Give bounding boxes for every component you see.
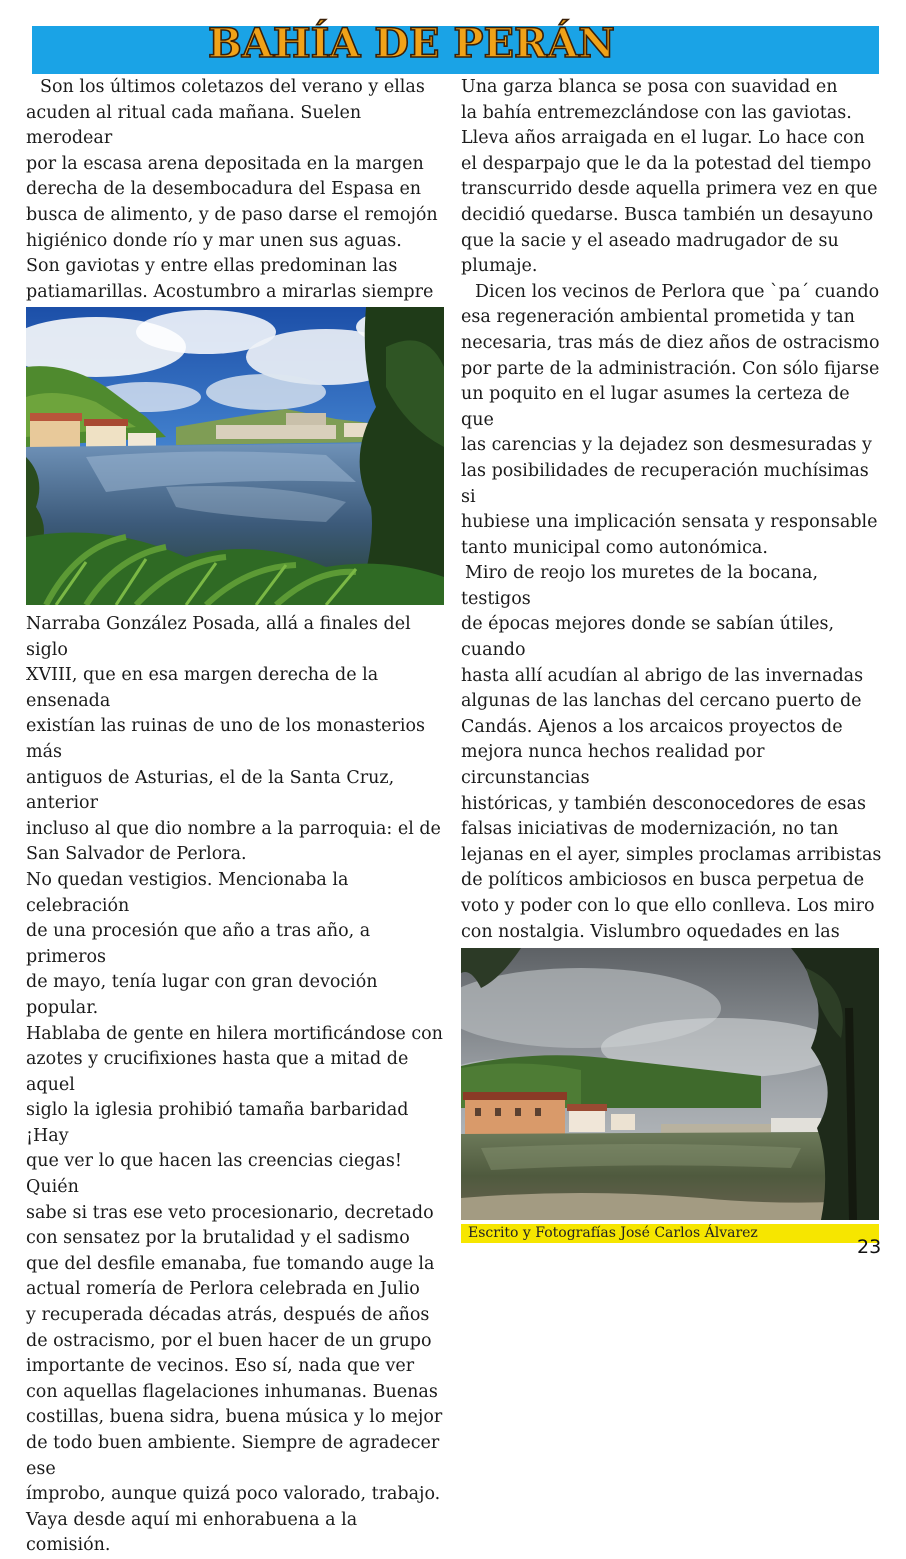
text-line: hasta allí acudían al abrigo de las invernadas [461, 665, 864, 686]
text-line: que ver lo que hacen las creencias ciegas! Quién [26, 1151, 402, 1198]
text-line: algunas de las lanchas del cercano puerto de [461, 691, 862, 712]
text-line: voto y poder con lo que ello conlleva. Los miro [461, 896, 875, 916]
text-line: las carencias y la dejadez son desmesuradas y [461, 435, 872, 456]
text-line: decidió quedarse. Busca también un desayuno [461, 204, 874, 225]
text-line: Son los últimos coletazos del verano y ellas [40, 77, 425, 97]
text-line: antiguos de Asturias, el de la Santa Cruz, anterior [26, 767, 395, 814]
text-line: Dicen los vecinos de Perlora que `pa´ cuando [475, 281, 880, 302]
left-column-intro [26, 75, 446, 331]
text-line: de ostracismo, por el buen hacer de un grupo [26, 1330, 432, 1351]
text-line: con sensatez por la brutalidad y el sadismo [26, 1228, 410, 1249]
text-line: de épocas mejores donde se sabían útiles, cuando [461, 614, 835, 661]
text-line: No quedan vestigios. Mencionaba la celebración [26, 869, 349, 916]
text-line: que la sacie y el aseado madrugador de su [461, 230, 839, 251]
text-line: históricas, y también desconocedores de esas [461, 793, 866, 814]
text-line: ímprobo, aunque quizá poco valorado, trabajo. [26, 1484, 441, 1505]
text-line: con nostalgia. Vislumbro oquedades en las [461, 921, 840, 942]
text-line: de una procesión que año a tras año, a primeros [26, 921, 371, 967]
text-line: las posibilidades de recuperación muchísimas si [461, 460, 869, 507]
text-line: busca de alimento, y de paso darse el remojón [26, 204, 438, 225]
text-line: hubiese una implicación sensata y responsable [461, 512, 878, 533]
text-line: actual romería de Perlora celebrada en Julio [26, 1279, 420, 1300]
text-line: sabe si tras ese veto procesionario, decretado [26, 1202, 434, 1223]
photo-credit: Escrito y Fotografías José Carlos Álvarez [468, 1225, 758, 1241]
text-line: higiénico donde río y mar unen sus aguas. [26, 230, 402, 251]
text-line: un poquito en el lugar asumes la certeza de que [461, 384, 850, 430]
text-line: Candás. Ajenos a los arcaicos proyectos de [461, 716, 843, 737]
text-line: falsas iniciativas de modernización, no tan [461, 819, 839, 840]
left-column-history [26, 612, 446, 1559]
text-line: costillas, buena sidra, buena música y lo mejor [26, 1407, 443, 1428]
text-line: el desparpajo que le da la potestad del tiempo [461, 153, 872, 174]
text-line: Son gaviotas y entre ellas predominan las [26, 256, 398, 277]
text-line: tanto municipal como autonómica. [461, 537, 768, 558]
text-line: y recuperada décadas atrás, después de años [26, 1305, 430, 1326]
text-line: de todo buen ambiente. Siempre de agradecer ese [26, 1433, 440, 1479]
text-line: Narraba González Posada, allá a finales del siglo [26, 614, 411, 660]
text-line: plumaje. [461, 256, 538, 277]
text-line: transcurrido desde aquella primera vez en que [461, 179, 878, 200]
text-line: necesaria, tras más de diez años de ostracismo [461, 332, 880, 353]
text-line: derecha de la desembocadura del Espasa en [26, 179, 422, 200]
text-line: por la escasa arena depositada en la margen [26, 153, 424, 174]
text-line: esa regeneración ambiental prometida y tan [461, 307, 855, 328]
page-number: 23 [857, 1236, 882, 1258]
text-line: Hablaba de gente en hilera mortificándose con [26, 1023, 443, 1044]
text-line: que del desfile emanaba, fue tomando auge la [26, 1253, 435, 1274]
text-line: importante de vecinos. Eso sí, nada que ver [26, 1356, 415, 1377]
text-line: Vaya desde aquí mi enhorabuena a la comisión. [26, 1509, 358, 1556]
page-title: BAHÍA DE PERÁN [208, 20, 615, 67]
text-line: mejora nunca hechos realidad por circunstancias [461, 742, 765, 789]
text-line: incluso al que dio nombre a la parroquia: el de [26, 818, 441, 839]
text-line: por parte de la administración. Con sólo fijarse [461, 358, 880, 379]
text-line: patiamarillas. Acostumbro a mirarlas siempre [26, 281, 434, 302]
bay-photo-sunny [26, 307, 444, 605]
text-line: Una garza blanca se posa con suavidad en [461, 77, 838, 97]
bay-photo-cloudy [461, 948, 879, 1220]
text-line: azotes y crucifixiones hasta que a mitad de aquel [26, 1049, 409, 1095]
text-line: lejanas en el ayer, simples proclamas arribistas [461, 844, 882, 865]
text-line: XVIII, que en esa margen derecha de la ensenada [26, 665, 379, 711]
text-line: la bahía entremezclándose con las gaviotas. [461, 102, 852, 123]
text-line: Miro de reojo los muretes de la bocana, testigos [461, 563, 819, 609]
text-line: siglo la iglesia prohibió tamaña barbaridad ¡Hay [26, 1100, 409, 1146]
text-line: de políticos ambiciosos en busca perpetua de [461, 870, 865, 891]
text-line: existían las ruinas de uno de los monasterios más [26, 716, 425, 762]
text-line: con aquellas flagelaciones inhumanas. Buenas [26, 1381, 438, 1402]
text-line: San Salvador de Perlora. [26, 844, 247, 865]
text-line: acuden al ritual cada mañana. Suelen merodear [26, 102, 362, 149]
text-line: de mayo, tenía lugar con gran devoción popular. [26, 972, 378, 1018]
text-line: Lleva años arraigada en el lugar. Lo hace con [461, 128, 865, 149]
